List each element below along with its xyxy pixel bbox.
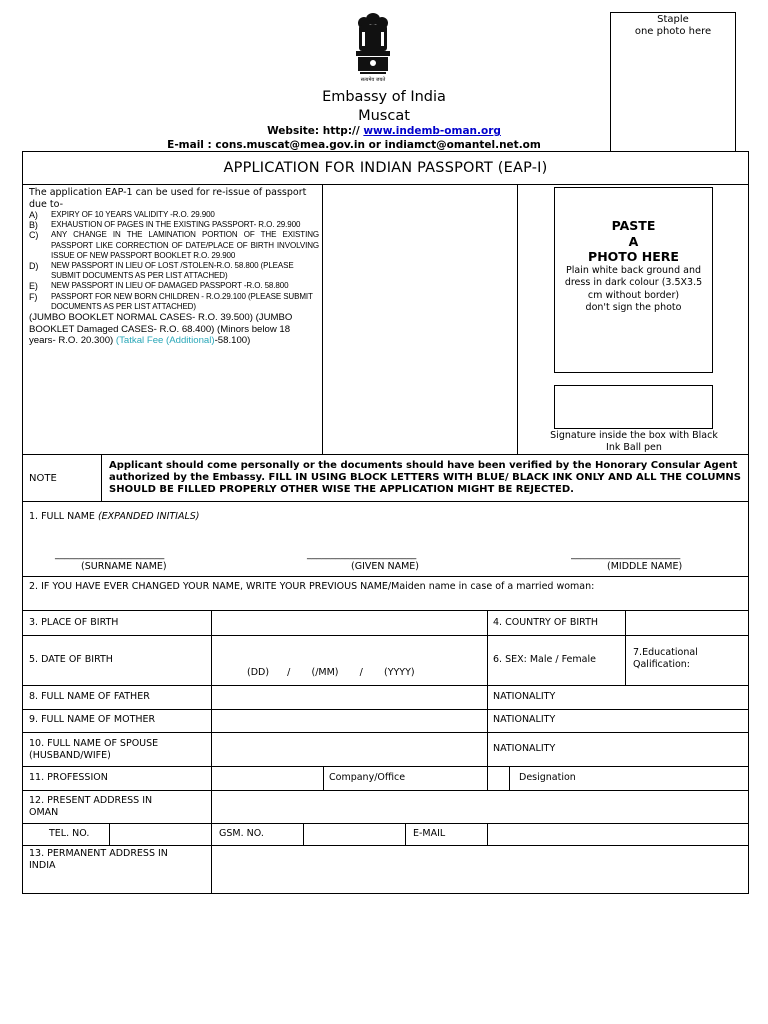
surname-label: (SURNAME NAME) [81,561,167,572]
country-of-birth-label: 4. COUNTRY OF BIRTH [493,617,599,628]
form-title: APPLICATION FOR INDIAN PASSPORT (EAP-I) [22,151,749,185]
mother-name-label: 9. FULL NAME OF MOTHER [29,714,156,725]
website-link[interactable]: www.indemb-oman.org [363,125,501,137]
given-name-label: (GIVEN NAME) [351,561,420,572]
tel-label: TEL. NO. [49,828,90,839]
national-emblem-icon [350,10,396,82]
surname-line[interactable]: _______________________ [55,549,165,560]
staple-sublabel: one photo here [634,26,712,37]
reason-item-c: C) ANY CHANGE IN THE LAMINATION PORTION OF THE EXISTING PASSPORT LIKE CORRECTION OF DATE/PLACE OF BIRTH INVOLVING ISSUE OF NEW PASSPORT BOOKLET R.O. 29.900 [29,230,319,260]
place-of-birth-label: 3. PLACE OF BIRTH [29,617,119,628]
fee-notes: (JUMBO BOOKLET NORMAL CASES- R.O. 39.500) (JUMBO BOOKLET Damaged CASES- R.O. 68.400) (Minors below 18 years- R.O. 20.300) (Tatkal Fee (Additional)-58.100) [29,312,293,347]
signature-caption: Signature inside the box with Black Ink Ball pen [550,430,718,453]
permanent-address-label: 13. PERMANENT ADDRESS IN INDIA [29,848,168,871]
mother-nationality-label: NATIONALITY [493,714,556,725]
reason-item-e: E) NEW PASSPORT IN LIEU OF DAMAGED PASSPORT -R.O. 58.800 [29,281,289,292]
email-line: E-mail : cons.muscat@mea.gov.in or indiamct@omantel.net.om [167,139,541,151]
photo-nosign-note: don't sign the photo [585,302,682,313]
date-of-birth-format[interactable]: (DD) / (/MM) / (YYYY) [247,667,415,678]
profession-label: 11. PROFESSION [29,772,108,783]
middle-name-line[interactable]: _______________________ [571,549,681,560]
embassy-city: Muscat [358,108,410,124]
reason-item-b: B) EXHAUSTION OF PAGES IN THE EXISTING PASSPORT- R.O. 29.900 [29,220,301,231]
staple-label: Staple [657,14,689,25]
note-label: NOTE [29,473,57,484]
spouse-name-label: 10. FULL NAME OF SPOUSE (HUSBAND/WIFE) [29,738,159,761]
designation-label: Designation [519,772,576,783]
signature-box[interactable] [554,385,713,429]
emblem-motto: सत्यमेव जयते [360,77,386,82]
date-of-birth-label: 5. DATE OF BIRTH [29,654,113,665]
company-label: Company/Office [329,772,406,783]
tatkal-fee-note: (Tatkal Fee (Additional) [115,335,215,347]
present-address-label: 12. PRESENT ADDRESS IN OMAN [29,795,153,818]
paste-photo-box: PASTE A PHOTO HERE Plain white back ground and dress in dark colour (3.5X3.5 cm without border) don't sign the photo [554,187,713,373]
photo-requirements: Plain white back ground and dress in dark colour (3.5X3.5 cm without border) [564,264,703,301]
gsm-label: GSM. NO. [219,828,264,839]
sex-label: 6. SEX: Male / Female [493,654,596,665]
embassy-name: Embassy of India [322,89,446,105]
reason-item-f: F) PASSPORT FOR NEW BORN CHILDREN - R.O.29.100 (PLEASE SUBMIT DOCUMENTS AS PER LIST ATTACHED) [29,291,313,311]
father-name-label: 8. FULL NAME OF FATHER [29,691,150,702]
given-name-line[interactable]: _______________________ [307,549,417,560]
intro-lead: The application EAP-1 can be used for re-issue of passport due to- [29,187,307,210]
education-label: 7.Educational Qalification: [633,647,698,670]
paste-label: PASTE [611,218,656,233]
application-form [22,501,749,894]
note-text: Applicant should come personally or the documents should have been verified by the Honorary Consular Agent authorized by the Embassy. FILL IN USING BLOCK LETTERS WITH BLUE/ BLACK INK ONLY AND ALL THE COLUMNS SHOULD BE FILLED PROPERLY OTHER WISE THE APPLICATION MIGHT BE REJECTED. [109,460,741,496]
email-label: E-MAIL [413,828,446,839]
passport-reissue-info [29,187,319,347]
reason-item-a: A) EXPIRY OF 10 YEARS VALIDITY -R.O. 29.900 [29,210,215,220]
website-label: Website: http:// [267,125,364,137]
staple-photo-box [610,12,736,152]
full-name-label: 1. FULL NAME (EXPANDED INITIALS) [29,511,200,522]
spouse-nationality-label: NATIONALITY [493,743,556,754]
changed-name-label: 2. IF YOU HAVE EVER CHANGED YOUR NAME, WRITE YOUR PREVIOUS NAME/Maiden name in case of a married woman: [29,581,595,592]
reason-item-d: D) NEW PASSPORT IN LIEU OF LOST /STOLEN-R.O. 58.800 (PLEASE SUBMIT DOCUMENTS AS PER LIST ATTACHED) [29,261,294,281]
father-nationality-label: NATIONALITY [493,691,556,702]
passport-info-grid [22,184,749,455]
middle-name-label: (MIDDLE NAME) [607,561,683,572]
note-section [22,454,749,502]
